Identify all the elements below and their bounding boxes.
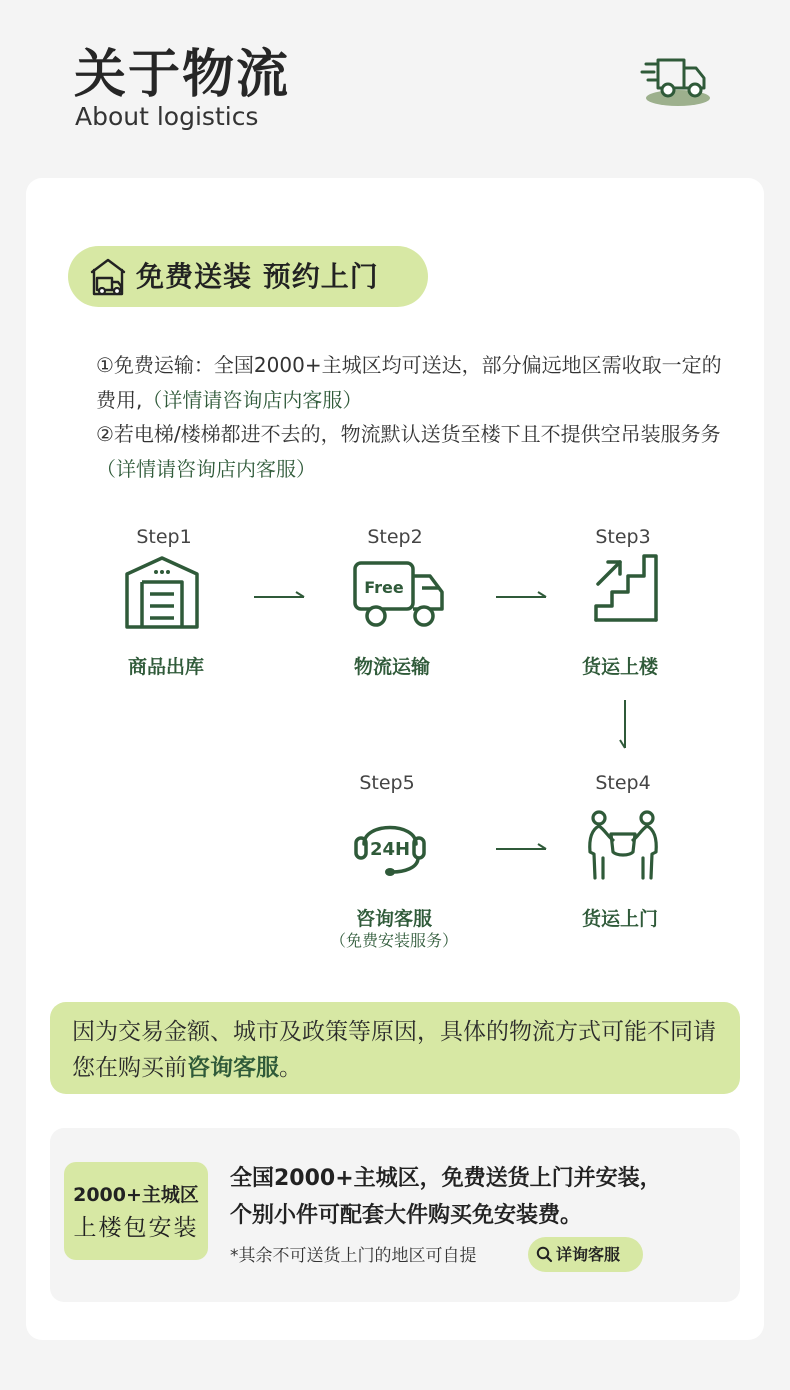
page-header (0, 0, 790, 175)
customer-service-button-label: 详询客服 (556, 1245, 621, 1264)
page-subtitle: About logistics (75, 102, 259, 131)
free-truck-icon (352, 560, 446, 630)
promo-line-1: 全国2000+主城区，免费送货上门并安装， (230, 1166, 662, 1191)
promo-line-2: 个别小件可配套大件购买免安装费。 (230, 1203, 583, 1228)
step-3-caption: Step3 (595, 526, 651, 548)
install-badge (64, 1162, 208, 1260)
delivery-notes (96, 348, 726, 486)
arrow-right-icon (252, 590, 308, 604)
notice-banner (50, 1002, 740, 1094)
step-2-label: 物流运输 (353, 656, 430, 678)
badge-line-2: 上楼包安装 (73, 1215, 199, 1241)
note-2-hint: （详情请咨询店内客服） (96, 456, 316, 481)
step-5-sub: （免费安装服务） (329, 931, 458, 950)
step-1-caption: Step1 (136, 526, 192, 548)
step-4-caption: Step4 (595, 772, 651, 794)
badge-line-1: 2000+主城区 (73, 1184, 199, 1206)
step-5-caption: Step5 (359, 772, 415, 794)
warehouse-icon (124, 554, 200, 630)
step-4-label: 货运上门 (581, 908, 658, 930)
promo-note: *其余不可送货上门的地区可自提 (230, 1246, 477, 1266)
step-5-label: 咨询客服 (355, 908, 432, 930)
service-pill-label: 免费送装 预约上门 (136, 260, 379, 293)
notice-end: 。 (279, 1055, 302, 1081)
carry-people-icon (585, 808, 661, 880)
delivery-truck-icon (640, 52, 712, 110)
headset-24h-icon (352, 810, 428, 880)
search-icon (536, 1246, 553, 1263)
headset-24h-icon-text: 24H (369, 839, 411, 860)
arrow-right-icon (494, 842, 550, 856)
truck-box-icon (88, 256, 128, 298)
step-2-caption: Step2 (367, 526, 423, 548)
notice-contact-link[interactable]: 咨询客服 (187, 1055, 279, 1081)
note-2 (96, 417, 726, 486)
arrow-right-icon (494, 590, 550, 604)
stairs-up-icon (590, 552, 660, 624)
note-2-text: ②若电梯/楼梯都进不去的，物流默认送货至楼下且不提供空吊装服务务 (96, 422, 721, 446)
note-1 (96, 348, 726, 417)
note-1-text: ①免费运输：全国2000+主城区均可送达，部分偏远地区需收取一定的费用, (96, 353, 722, 412)
step-1-label: 商品出库 (127, 656, 204, 678)
notice-text: 因为交易金额、城市及政策等原因，具体的物流方式可能不同请您在购买前 (72, 1019, 716, 1081)
arrow-down-icon (618, 698, 632, 752)
step-3-label: 货运上楼 (581, 656, 658, 678)
free-truck-icon-text: Free (364, 578, 404, 597)
customer-service-button[interactable] (528, 1237, 643, 1272)
note-1-hint: （详情请咨询店内客服） (142, 387, 363, 412)
page-title: 关于物流 (74, 45, 291, 105)
